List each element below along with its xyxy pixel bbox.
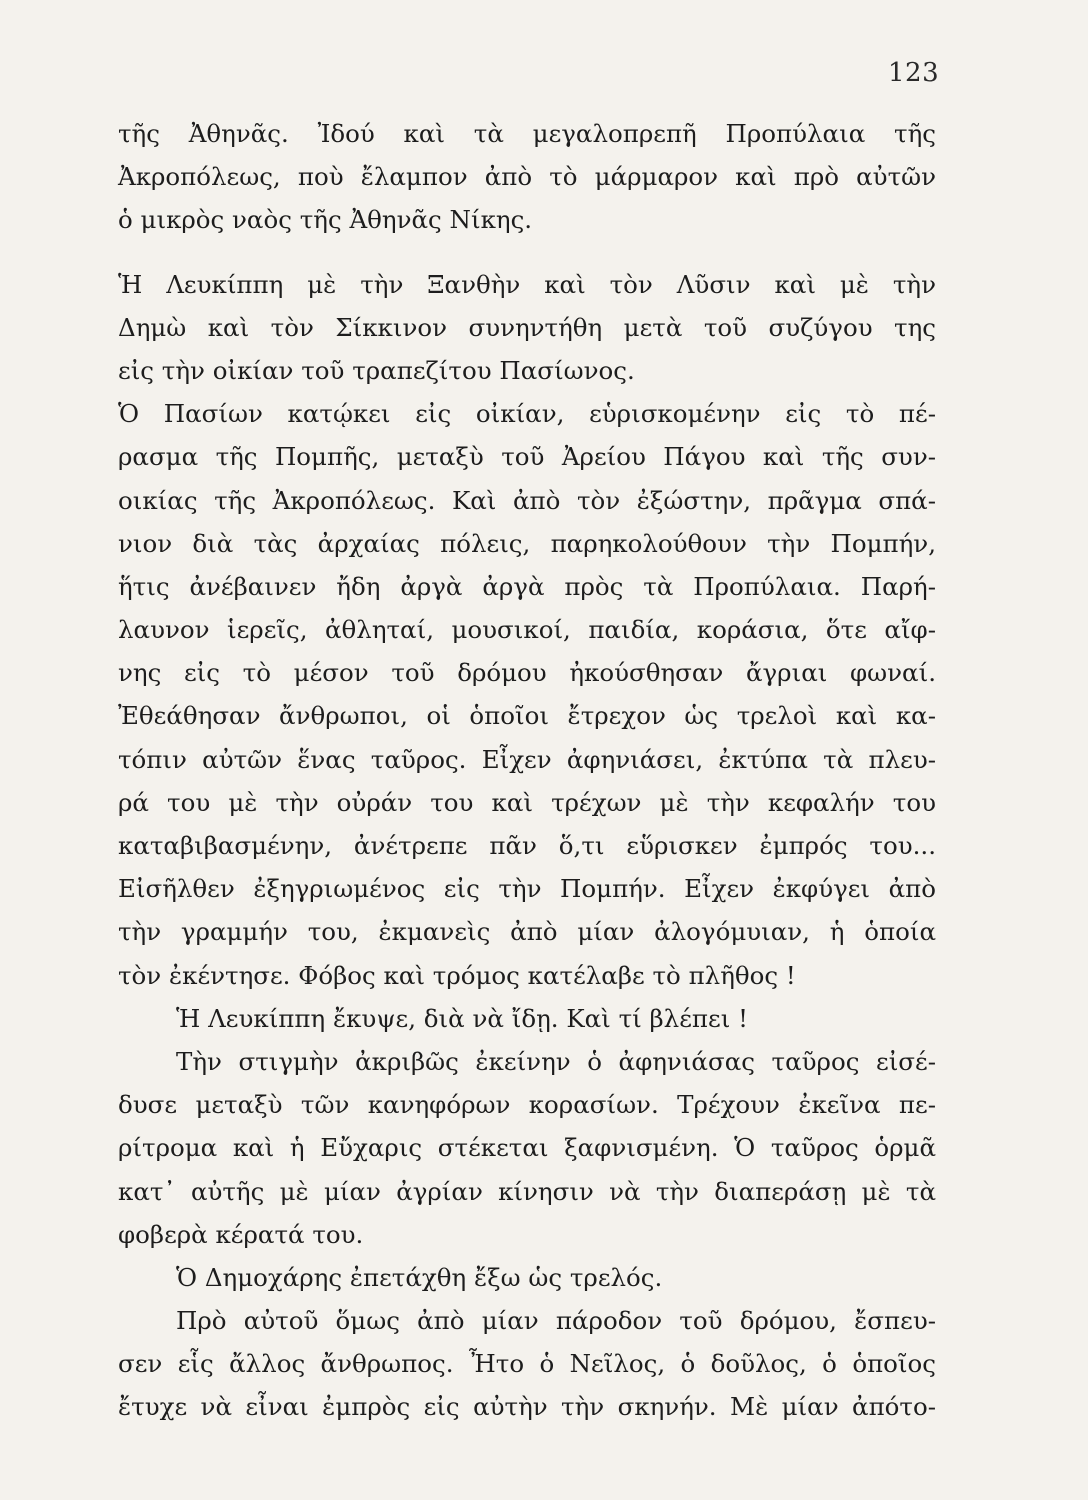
- text-line: τῆς Ἀθηνᾶς. Ἰδού καὶ τὰ μεγαλοπρεπῆ Προπύλαια τῆς: [118, 119, 936, 148]
- text-line: νιον διὰ τὰς ἀρχαίας πόλεις, παρηκολούθουν τὴν Πομπήν,: [118, 528, 936, 558]
- text-line: ἔτυχε νὰ εἶναι ἐμπρὸς εἰς αὐτὴν τὴν σκηνήν. Μὲ μίαν ἀπότο-: [118, 1392, 936, 1422]
- text-line: ρά του μὲ τὴν οὐράν του καὶ τρέχων μὲ τὴν κεφαλήν του: [118, 787, 936, 817]
- text-line: οικίας τῆς Ἀκροπόλεως. Καὶ ἀπὸ τὸν ἐξώστην, πρᾶγμα σπά-: [118, 485, 936, 515]
- text-line: Ὁ Δημοχάρης ἐπετάχθη ἔξω ὡς τρελός.: [176, 1262, 663, 1292]
- text-line: ὁ μικρὸς ναὸς τῆς Ἀθηνᾶς Νίκης.: [118, 205, 533, 235]
- text-line: τὸν ἐκέντησε. Φόβος καὶ τρόμος κατέλαβε τὸ πλῆθος !: [118, 960, 796, 990]
- text-line: Πρὸ αὐτοῦ ὅμως ἀπὸ μίαν πάροδον τοῦ δρόμου, ἔσπευ-: [176, 1306, 936, 1336]
- text-line: σεν εἷς ἄλλος ἄνθρωπος. Ἦτο ὁ Νεῖλος, ὁ δοῦλος, ὁ ὁποῖος: [118, 1349, 936, 1379]
- text-line: νης εἰς τὸ μέσον τοῦ δρόμου ἠκούσθησαν ἄγριαι φωναί.: [118, 658, 936, 688]
- text-line: ἥτις ἀνέβαινεν ἤδη ἀργὰ ἀργὰ πρὸς τὰ Προπύλαια. Παρή-: [118, 571, 936, 601]
- body-text: [118, 112, 936, 1429]
- text-line: Ἐθεάθησαν ἄνθρωποι, οἱ ὁποῖοι ἔτρεχον ὡς τρελοὶ καὶ κα-: [118, 701, 936, 731]
- text-line: λαυνον ἱερεῖς, ἀθληταί, μουσικοί, παιδία, κοράσια, ὅτε αἴφ-: [118, 615, 936, 645]
- text-line: κατ᾽ αὐτῆς μὲ μίαν ἀγρίαν κίνησιν νὰ τὴν διαπεράσῃ μὲ τὰ: [118, 1176, 936, 1206]
- text-line: εἰς τὴν οἰκίαν τοῦ τραπεζίτου Πασίωνος.: [118, 355, 635, 385]
- text-line: ρασμα τῆς Πομπῆς, μεταξὺ τοῦ Ἀρείου Πάγου καὶ τῆς συν-: [118, 442, 936, 472]
- text-line: φοβερὰ κέρατά του.: [118, 1219, 364, 1249]
- text-line: Εἰσῆλθεν ἐξηγριωμένος εἰς τὴν Πομπήν. Εἶχεν ἐκφύγει ἀπὸ: [118, 874, 936, 904]
- text-line: καταβιβασμένην, ἀνέτρεπε πᾶν ὅ,τι εὕρισκεν ἐμπρός του...: [118, 831, 936, 860]
- text-line: Ἀκροπόλεως, ποὺ ἔλαμπον ἀπὸ τὸ μάρμαρον καὶ πρὸ αὐτῶν: [118, 162, 936, 192]
- page-number: 123: [888, 58, 940, 88]
- text-line: τόπιν αὐτῶν ἕνας ταῦρος. Εἶχεν ἀφηνιάσει, ἐκτύπα τὰ πλευ-: [118, 744, 936, 774]
- text-line: Τὴν στιγμὴν ἀκριβῶς ἐκείνην ὁ ἀφηνιάσας ταῦρος εἰσέ-: [176, 1046, 936, 1076]
- text-line: Ἡ Λευκίππη μὲ τὴν Ξανθὴν καὶ τὸν Λῦσιν καὶ μὲ τὴν: [118, 269, 936, 299]
- text-line: δυσε μεταξὺ τῶν κανηφόρων κορασίων. Τρέχουν ἐκεῖνα πε-: [118, 1090, 936, 1120]
- paragraph-gap: [118, 242, 936, 263]
- text-line: Ἡ Λευκίππη ἔκυψε, διὰ νὰ ἴδῃ. Καὶ τί βλέπει !: [176, 1003, 748, 1033]
- text-line: Δημὼ καὶ τὸν Σίκκινον συνηντήθη μετὰ τοῦ συζύγου της: [118, 312, 936, 342]
- text-line: Ὁ Πασίων κατῴκει εἰς οἰκίαν, εὑρισκομένην εἰς τὸ πέ-: [118, 399, 936, 429]
- text-line: ρίτρομα καὶ ἡ Εὔχαρις στέκεται ξαφνισμένη. Ὁ ταῦρος ὁρμᾶ: [118, 1133, 936, 1163]
- text-line: τὴν γραμμήν του, ἐκμανεὶς ἀπὸ μίαν ἀλογόμυιαν, ἡ ὁποία: [118, 917, 936, 947]
